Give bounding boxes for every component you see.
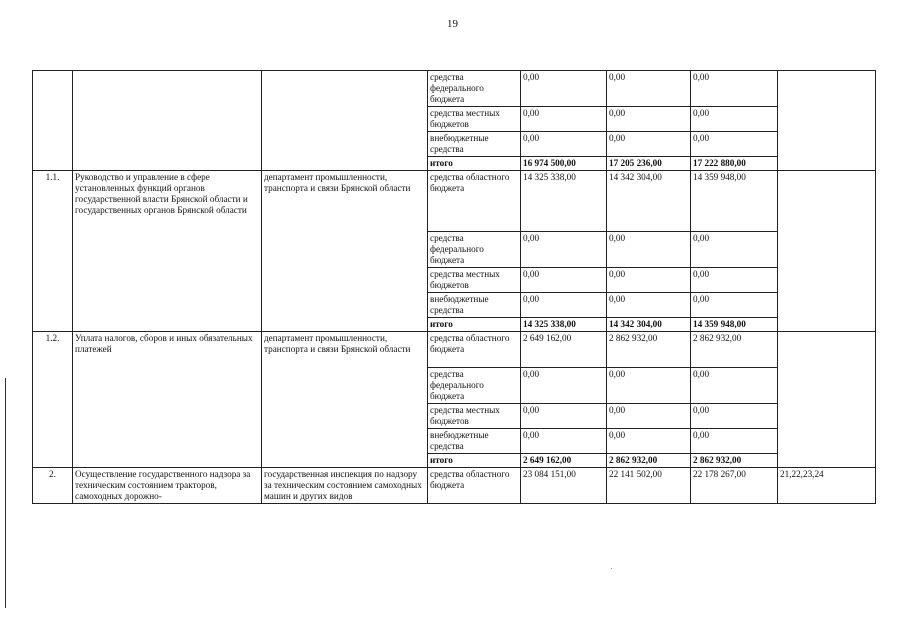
amount-cell: 0,00 xyxy=(521,293,607,318)
funding-source-cell: средства местных бюджетов xyxy=(428,268,521,293)
amount-cell: 0,00 xyxy=(521,71,607,107)
row-number-cell: 1.2. xyxy=(33,332,73,468)
table-row xyxy=(33,71,876,107)
amount-cell: 0,00 xyxy=(691,293,778,318)
amount-cell: 0,00 xyxy=(691,71,778,107)
activity-name-cell: Руководство и управление в сфере установленных функций органов государственной власти Брянской области и государственных органов Брянской области xyxy=(73,171,262,332)
funding-source-cell: средства областного бюджета xyxy=(428,332,521,368)
amount-cell: 0,00 xyxy=(521,268,607,293)
funding-source-cell: средства областного бюджета xyxy=(428,468,521,504)
funding-source-cell: средства федерального бюджета xyxy=(428,368,521,404)
amount-cell: 0,00 xyxy=(521,404,607,429)
amount-cell: 0,00 xyxy=(521,429,607,454)
amount-cell: 2 862 932,00 xyxy=(607,332,691,368)
executor-cell: государственная инспекция по надзору за техническим состоянием самоходных машин и других видов xyxy=(262,468,428,504)
activity-name-cell xyxy=(73,71,262,171)
funding-source-cell: средства федерального бюджета xyxy=(428,232,521,268)
amount-cell: 0,00 xyxy=(521,368,607,404)
amount-cell: 22 141 502,00 xyxy=(607,468,691,504)
indicator-codes-cell: 21,22,23,24 xyxy=(778,468,876,504)
amount-cell: 2 649 162,00 xyxy=(521,454,607,468)
funding-source-cell: средства федерального бюджета xyxy=(428,71,521,107)
indicator-codes-cell xyxy=(778,71,876,171)
executor-cell: департамент промышленности, транспорта и связи Брянской области xyxy=(262,171,428,332)
budget-table xyxy=(32,70,876,504)
funding-source-cell: внебюджетные средства xyxy=(428,429,521,454)
funding-source-cell: итого xyxy=(428,318,521,332)
amount-cell: 0,00 xyxy=(691,268,778,293)
funding-source-cell: средства местных бюджетов xyxy=(428,404,521,429)
amount-cell: 0,00 xyxy=(521,232,607,268)
row-number-cell: 2. xyxy=(33,468,73,504)
funding-source-cell: средства областного бюджета xyxy=(428,171,521,232)
amount-cell: 14 342 304,00 xyxy=(607,318,691,332)
executor-cell xyxy=(262,71,428,171)
amount-cell: 0,00 xyxy=(607,368,691,404)
funding-source-cell: итого xyxy=(428,454,521,468)
amount-cell: 17 222 880,00 xyxy=(691,157,778,171)
scan-speck xyxy=(611,568,612,569)
amount-cell: 0,00 xyxy=(691,429,778,454)
amount-cell: 16 974 500,00 xyxy=(521,157,607,171)
funding-source-cell: средства местных бюджетов xyxy=(428,107,521,132)
amount-cell: 14 342 304,00 xyxy=(607,171,691,232)
scan-margin-line xyxy=(5,378,6,608)
amount-cell: 0,00 xyxy=(607,268,691,293)
amount-cell: 14 359 948,00 xyxy=(691,171,778,232)
amount-cell: 0,00 xyxy=(691,232,778,268)
amount-cell: 0,00 xyxy=(691,107,778,132)
amount-cell: 23 084 151,00 xyxy=(521,468,607,504)
amount-cell: 0,00 xyxy=(607,404,691,429)
amount-cell: 22 178 267,00 xyxy=(691,468,778,504)
row-number-cell: 1.1. xyxy=(33,171,73,332)
indicator-codes-cell xyxy=(778,332,876,468)
amount-cell: 2 862 932,00 xyxy=(691,332,778,368)
amount-cell: 0,00 xyxy=(521,107,607,132)
amount-cell: 0,00 xyxy=(607,71,691,107)
funding-source-cell: внебюджетные средства xyxy=(428,293,521,318)
amount-cell: 0,00 xyxy=(607,429,691,454)
amount-cell: 2 649 162,00 xyxy=(521,332,607,368)
amount-cell: 17 205 236,00 xyxy=(607,157,691,171)
amount-cell: 0,00 xyxy=(521,132,607,157)
amount-cell: 0,00 xyxy=(691,404,778,429)
page-number: 19 xyxy=(447,18,458,30)
amount-cell: 0,00 xyxy=(607,107,691,132)
amount-cell: 0,00 xyxy=(607,232,691,268)
amount-cell: 0,00 xyxy=(691,132,778,157)
amount-cell: 14 359 948,00 xyxy=(691,318,778,332)
table-row xyxy=(33,171,876,232)
activity-name-cell: Осуществление государственного надзора за техническим состоянием тракторов, самоходных дорожно- xyxy=(73,468,262,504)
amount-cell: 14 325 338,00 xyxy=(521,318,607,332)
activity-name-cell: Уплата налогов, сборов и иных обязательных платежей xyxy=(73,332,262,468)
executor-cell: департамент промышленности, транспорта и связи Брянской области xyxy=(262,332,428,468)
funding-source-cell: итого xyxy=(428,157,521,171)
table-row xyxy=(33,332,876,368)
amount-cell: 0,00 xyxy=(691,368,778,404)
amount-cell: 0,00 xyxy=(607,132,691,157)
amount-cell: 2 862 932,00 xyxy=(691,454,778,468)
funding-source-cell: внебюджетные средства xyxy=(428,132,521,157)
indicator-codes-cell xyxy=(778,171,876,332)
amount-cell: 2 862 932,00 xyxy=(607,454,691,468)
row-number-cell xyxy=(33,71,73,171)
amount-cell: 0,00 xyxy=(607,293,691,318)
amount-cell: 14 325 338,00 xyxy=(521,171,607,232)
table-row xyxy=(33,468,876,504)
